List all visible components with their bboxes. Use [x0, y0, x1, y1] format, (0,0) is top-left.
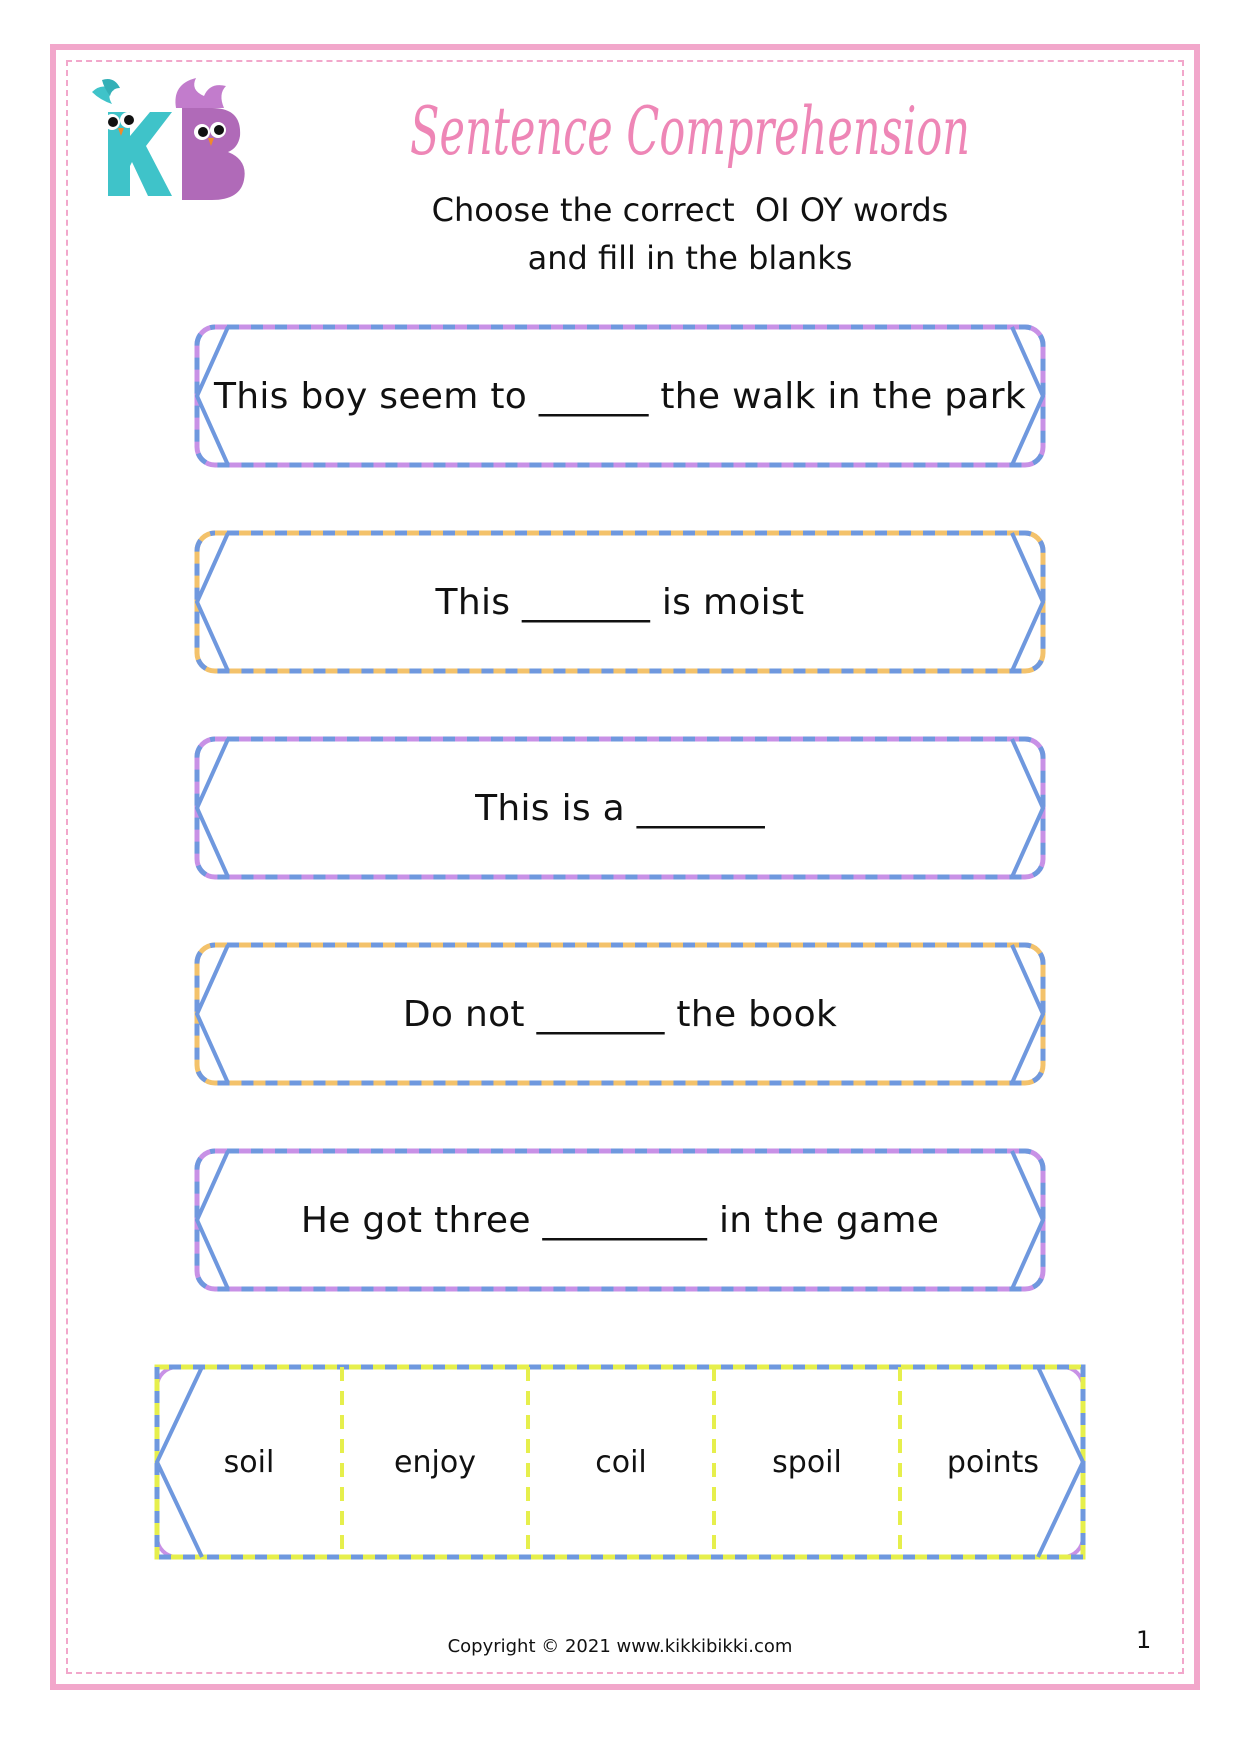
word-option-points: points [946, 1444, 1040, 1480]
logo-letter-k [92, 79, 172, 196]
instructions [330, 186, 1050, 282]
sentence-box-1 [194, 324, 1046, 468]
word-bank [154, 1364, 1086, 1560]
sentence-box-5 [194, 1148, 1046, 1292]
kb-logo [84, 74, 254, 214]
word-option-coil: coil [595, 1444, 647, 1480]
sentence-box-3 [194, 736, 1046, 880]
sentence-text-5: He got three _________ in the game [300, 1199, 940, 1241]
word-option-soil: soil [223, 1444, 275, 1480]
page-number: 1 [1136, 1626, 1152, 1654]
sentence-text-1: This boy seem to ______ the walk in the park [213, 375, 1027, 417]
page-title [330, 84, 1050, 184]
sentence-text-2: This _______ is moist [435, 581, 805, 623]
sentence-text-3: This is a _______ [475, 787, 765, 829]
instructions-line-1: Choose the correct OI OY words [431, 191, 949, 229]
sentence-box-2 [194, 530, 1046, 674]
logo-letter-b [175, 78, 244, 200]
sentence-box-4 [194, 942, 1046, 1086]
instructions-line-2: and fill in the blanks [527, 239, 853, 277]
page-title-text: Sentence Comprehension [410, 93, 970, 170]
word-option-spoil: spoil [772, 1444, 842, 1480]
sentence-text-4: Do not _______ the book [402, 993, 838, 1035]
copyright-text: Copyright © 2021 www.kikkibikki.com [447, 1636, 793, 1657]
word-option-enjoy: enjoy [394, 1444, 476, 1480]
